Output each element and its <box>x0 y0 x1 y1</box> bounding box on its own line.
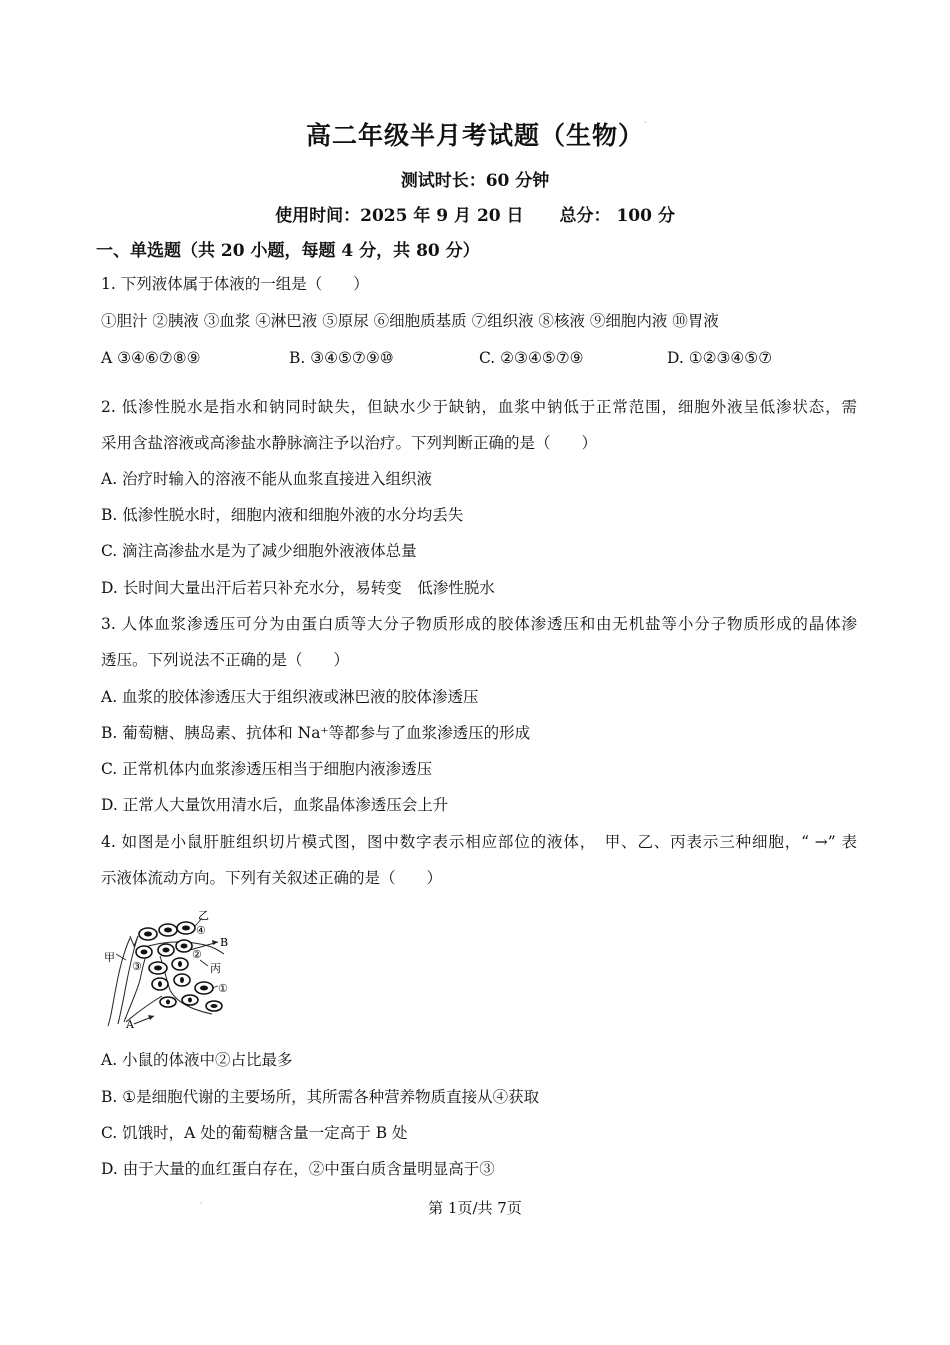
q3-option-c: C. 正常机体内血浆渗透压相当于细胞内液渗透压 <box>101 760 433 778</box>
label-2: ② <box>192 948 202 961</box>
q4-option-b: B. ①是细胞代谢的主要场所，其所需各种营养物质直接从④获取 <box>101 1088 540 1106</box>
page-title: 高二年级半月考试题（生物） <box>305 121 644 150</box>
q4-option-d: D. 由于大量的血红蛋白存在，②中蛋白质含量明显高于③ <box>101 1160 495 1178</box>
q2-stem-line1: 2. 低渗性脱水是指水和钠同时缺失，但缺水少于缺钠，血浆中钠低于正常范围，细胞外液呈低渗状态，需 <box>101 398 857 416</box>
label-3: ③ <box>132 960 142 973</box>
q2-stem-line2: 采用含盐溶液或高渗盐水静脉滴注予以治疗。下列判断正确的是（ ） <box>101 434 598 452</box>
page-footer: 第 1页/共 7页 <box>428 1199 522 1217</box>
q1-option-b: B. ③④⑤⑦⑨⑩ <box>289 349 394 367</box>
q3-option-a: A. 血浆的胶体渗透压大于组织液或淋巴液的胶体渗透压 <box>101 688 479 706</box>
q1-option-a: A ③④⑥⑦⑧⑨ <box>101 349 201 367</box>
liver-tissue-diagram <box>100 906 245 1032</box>
label-jia: 甲 <box>104 951 115 964</box>
q1-option-d: D. ①②③④⑤⑦ <box>667 349 773 367</box>
duration-line: 测试时长：60 分钟 <box>400 171 550 191</box>
label-4: ④ <box>196 924 206 937</box>
date-total-line <box>0 201 950 226</box>
q3-stem-line2: 透压。下列说法不正确的是（ ） <box>101 651 350 669</box>
label-bing: 丙 <box>210 962 221 975</box>
q3-option-d: D. 正常人大量饮用清水后，血浆晶体渗透压会上升 <box>101 796 449 814</box>
q1-option-c: C. ②③④⑤⑦⑨ <box>479 349 584 367</box>
q4-option-a: A. 小鼠的体液中②占比最多 <box>101 1051 293 1069</box>
exam-date: 使用时间：2025 年 9 月 20 日 <box>275 206 524 226</box>
q4-option-c: C. 饥饿时，A 处的葡萄糖含量一定高于 B 处 <box>101 1124 408 1142</box>
q1-stem: 1. 下列液体属于体液的一组是（ ） <box>101 275 369 293</box>
label-a: A <box>126 1018 134 1031</box>
q1-items: ①胆汁 ②胰液 ③血浆 ④淋巴液 ⑤原尿 ⑥细胞质基质 ⑦组织液 ⑧核液 ⑨细胞内液 ⑩胃液 <box>101 312 719 330</box>
label-1: ① <box>218 982 228 995</box>
section-heading: 一、单选题（共 20 小题，每题 4 分，共 80 分） <box>96 241 480 261</box>
total-score: 总分： 100 分 <box>559 206 675 226</box>
label-yi: 乙 <box>198 909 209 922</box>
q2-option-d: D. 长时间大量出汗后若只补充水分，易转变 低渗性脱水 <box>101 579 495 597</box>
q4-stem-line2: 示液体流动方向。下列有关叙述正确的是（ ） <box>101 869 443 887</box>
label-b: B <box>220 936 229 949</box>
q2-option-a: A. 治疗时输入的溶液不能从血浆直接进入组织液 <box>101 470 433 488</box>
q3-stem-line1: 3. 人体血浆渗透压可分为由蛋白质等大分子物质形成的胶体渗透压和由无机盐等小分子物质形成的晶体渗 <box>101 615 857 633</box>
q4-stem-line1: 4. 如图是小鼠肝脏组织切片模式图，图中数字表示相应部位的液体， 甲、乙、丙表示三种细胞，“ →” 表 <box>101 833 857 851</box>
q2-option-b: B. 低渗性脱水时，细胞内液和细胞外液的水分均丢失 <box>101 506 464 524</box>
scan-dot: · <box>644 118 647 127</box>
scan-dot: · <box>200 1199 203 1208</box>
q3-option-b: B. 葡萄糖、胰岛素、抗体和 Na⁺等都参与了血浆渗透压的形成 <box>101 724 531 742</box>
q2-option-c: C. 滴注高渗盐水是为了减少细胞外液液体总量 <box>101 542 417 560</box>
